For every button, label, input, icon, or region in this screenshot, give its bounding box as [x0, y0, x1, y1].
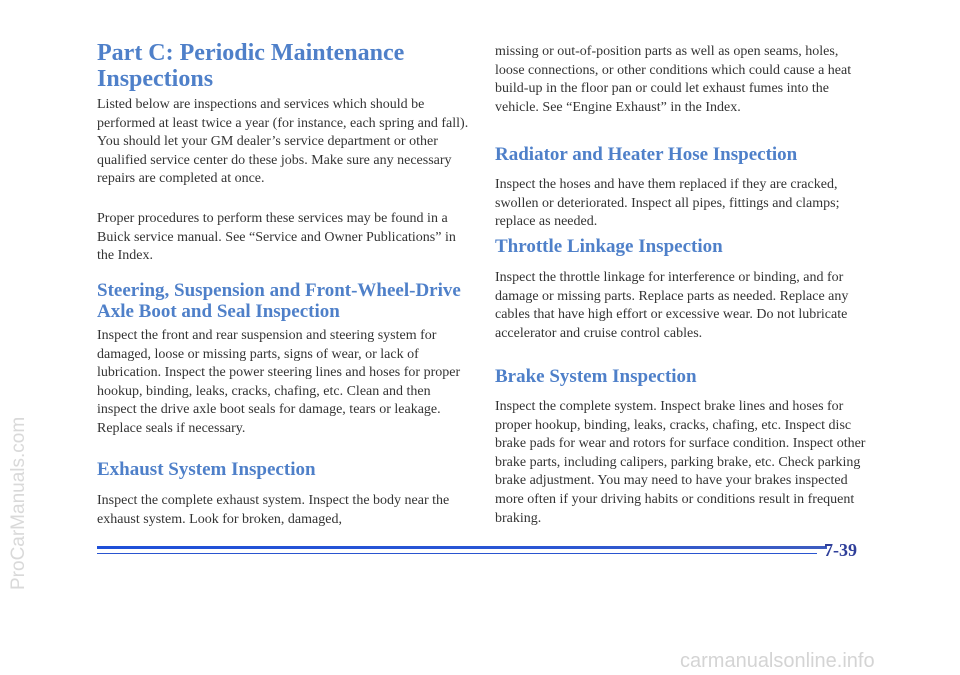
exhaust-heading: Exhaust System Inspection: [97, 459, 316, 480]
steering-paragraph: Inspect the front and rear suspension and steering system for damaged, loose or missing parts, signs of wear, or lack of lubrication. Inspect the power steering lines and hoses for proper hookup, binding, leaks, cracks, chafing, etc. Clean and then inspect the drive axle boot seals for damage, tears or leakage. Replace seals if necessary.: [97, 328, 461, 436]
radiator-paragraph: Inspect the hoses and have them replaced if they are cracked, swollen or deteriorated. Inspect all pipes, fittings and clamps; replace as needed.: [495, 177, 840, 230]
throttle-paragraph: Inspect the throttle linkage for interference or binding, and for damage or missing parts. Replace parts as needed. Replace any cables that have high effort or excessive wear. Do not lubricate accelerator and cruise control cables.: [495, 270, 849, 341]
page-title: Part C: Periodic Maintenance Inspections: [97, 40, 405, 92]
exhaust-continued-paragraph: missing or out-of-position parts as well as open seams, holes, loose connections, or other conditions which could cause a heat build-up in the floor pan or could let exhaust fumes into the vehicle. See “Engine Exhaust” in the Index.: [495, 44, 852, 115]
footer-rule-thick: [97, 546, 827, 549]
intro-paragraph-1: Listed below are inspections and services which should be performed at least twice a year (for instance, each spring and fall). You should let your GM dealer’s service department or other qualified service center do these jobs. Make sure any necessary repairs are completed at once.: [97, 97, 469, 187]
page-number: 7-39: [824, 540, 857, 560]
throttle-heading: Throttle Linkage Inspection: [495, 236, 723, 257]
footer-rule-thin: [97, 553, 817, 554]
brake-heading: Brake System Inspection: [495, 366, 697, 387]
footer-watermark: carmanualsonline.info: [680, 650, 875, 672]
radiator-heading: Radiator and Heater Hose Inspection: [495, 144, 798, 165]
intro-paragraph-2: Proper procedures to perform these services may be found in a Buick service manual. See “Service and Owner Publications” in the Index.: [97, 211, 456, 264]
exhaust-paragraph: Inspect the complete exhaust system. Inspect the body near the exhaust system. Look for broken, damaged,: [97, 493, 450, 527]
steering-heading: Steering, Suspension and Front-Wheel-Drive Axle Boot and Seal Inspection: [97, 280, 461, 322]
brake-paragraph: Inspect the complete system. Inspect brake lines and hoses for proper hookup, binding, leaks, cracks, chafing, etc. Inspect disc brake pads for wear and rotors for surface condition. Inspect other brake parts, including calipers, parking brake, etc. Check parking brake adjustment. You may need to have your brakes inspected more often if your driving habits or conditions result in frequent braking.: [495, 399, 866, 526]
side-watermark: ProCarManuals.com: [8, 416, 29, 590]
